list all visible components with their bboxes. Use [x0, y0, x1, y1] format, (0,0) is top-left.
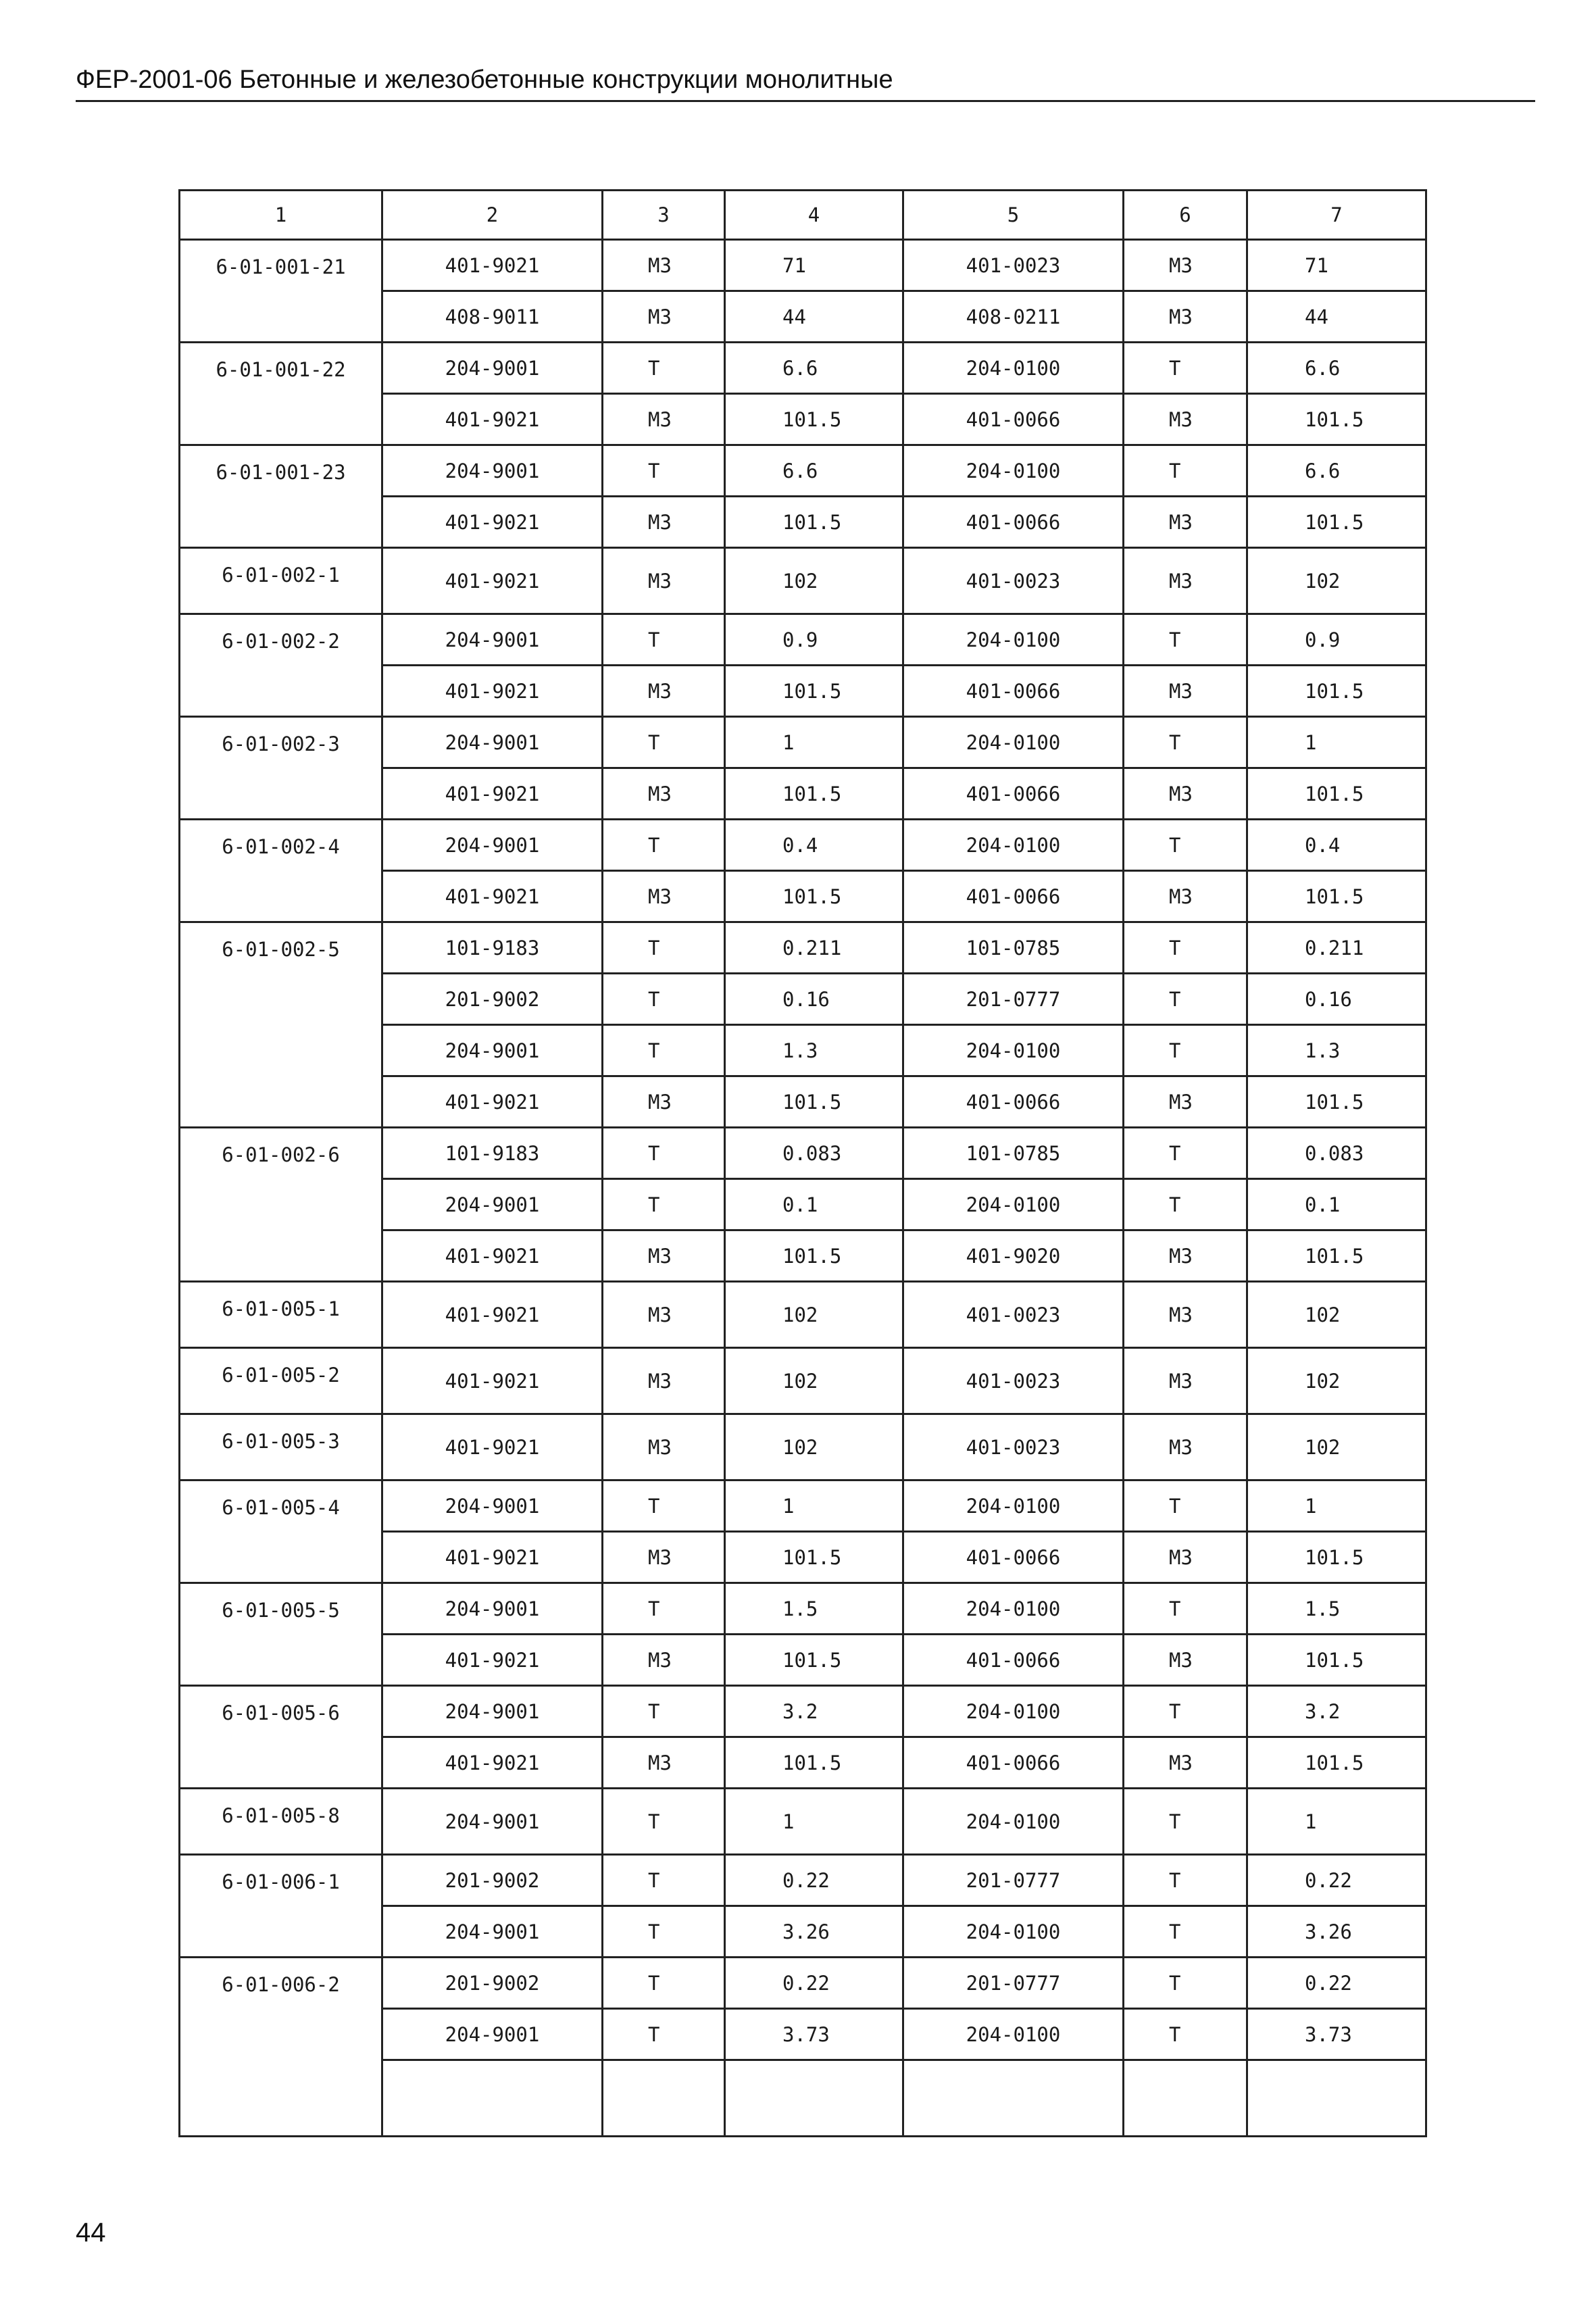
replacement-unit-cell: М3 [1124, 1230, 1247, 1282]
replacement-quantity-cell: 101.5 [1247, 1230, 1426, 1282]
resource-code-cell: 401-9021 [382, 1076, 603, 1128]
table-row [180, 1958, 1426, 2009]
unit-cell: Т [603, 1179, 725, 1230]
unit-cell: Т [603, 1906, 725, 1958]
table-row [180, 1686, 1426, 1737]
replacement-quantity-cell: 102 [1247, 1282, 1426, 1348]
resource-code-cell: 204-9001 [382, 1583, 603, 1635]
replacement-code-cell: 204-0100 [903, 1686, 1124, 1737]
replacement-code-cell: 201-0777 [903, 974, 1124, 1025]
quantity-cell: 1 [725, 717, 903, 768]
resource-code-cell: 401-9021 [382, 548, 603, 614]
replacement-unit-cell: Т [1124, 1179, 1247, 1230]
replacement-unit-cell: Т [1124, 1855, 1247, 1906]
replacement-code-cell: 401-0066 [903, 1532, 1124, 1583]
quantity-cell: 1 [725, 1789, 903, 1855]
rate-code-cell: 6-01-002-6 [180, 1128, 382, 1282]
replacement-code-cell: 204-0100 [903, 1906, 1124, 1958]
table-row [180, 1282, 1426, 1348]
quantity-cell: 0.4 [725, 820, 903, 871]
replacement-unit-cell: Т [1124, 1906, 1247, 1958]
replacement-quantity-cell: 0.4 [1247, 820, 1426, 871]
quantity-cell: 6.6 [725, 445, 903, 497]
replacement-unit-cell: Т [1124, 1583, 1247, 1635]
rate-code-cell: 6-01-002-4 [180, 820, 382, 922]
table-row [180, 614, 1426, 666]
replacement-unit-cell: Т [1124, 1789, 1247, 1855]
replacement-code-cell: 401-9020 [903, 1230, 1124, 1282]
quantity-cell: 102 [725, 1348, 903, 1414]
resource-code-cell: 401-9021 [382, 1532, 603, 1583]
unit-cell: Т [603, 974, 725, 1025]
unit-cell: Т [603, 343, 725, 394]
replacement-code-cell: 401-0023 [903, 548, 1124, 614]
rate-code-cell: 6-01-002-5 [180, 922, 382, 1128]
table-row [180, 343, 1426, 394]
table-row [180, 717, 1426, 768]
replacement-unit-cell: Т [1124, 974, 1247, 1025]
replacement-code-cell: 204-0100 [903, 1789, 1124, 1855]
replacement-code-cell: 204-0100 [903, 1583, 1124, 1635]
resource-code-cell: 401-9021 [382, 871, 603, 922]
replacement-quantity-cell: 101.5 [1247, 1076, 1426, 1128]
unit-cell: М3 [603, 1532, 725, 1583]
replacement-code-cell: 401-0023 [903, 1414, 1124, 1480]
column-header: 7 [1247, 191, 1426, 240]
resource-code-cell: 204-9001 [382, 343, 603, 394]
table-row [180, 445, 1426, 497]
replacement-unit-cell: М3 [1124, 394, 1247, 445]
quantity-cell: 101.5 [725, 1532, 903, 1583]
quantity-cell: 101.5 [725, 1737, 903, 1789]
replacement-unit-cell: Т [1124, 343, 1247, 394]
rate-code-cell: 6-01-005-5 [180, 1583, 382, 1686]
resource-table [178, 189, 1427, 2137]
quantity-cell: 101.5 [725, 1635, 903, 1686]
unit-cell: М3 [603, 768, 725, 820]
quantity-cell: 101.5 [725, 666, 903, 717]
rate-code-cell: 6-01-005-2 [180, 1348, 382, 1414]
quantity-cell: 102 [725, 548, 903, 614]
replacement-quantity-cell: 3.26 [1247, 1906, 1426, 1958]
replacement-quantity-cell: 101.5 [1247, 768, 1426, 820]
replacement-unit-cell: М3 [1124, 548, 1247, 614]
table-row [180, 1414, 1426, 1480]
rate-code-cell: 6-01-005-4 [180, 1480, 382, 1583]
rate-code-cell: 6-01-005-1 [180, 1282, 382, 1348]
replacement-unit-cell: Т [1124, 1686, 1247, 1737]
replacement-quantity-cell: 0.9 [1247, 614, 1426, 666]
replacement-quantity-cell: 0.22 [1247, 1958, 1426, 2009]
quantity-cell: 1.3 [725, 1025, 903, 1076]
resource-code-cell: 401-9021 [382, 1737, 603, 1789]
quantity-cell: 101.5 [725, 497, 903, 548]
replacement-code-cell: 204-0100 [903, 445, 1124, 497]
resource-code-cell: 201-9002 [382, 974, 603, 1025]
quantity-cell: 6.6 [725, 343, 903, 394]
resource-code-cell: 401-9021 [382, 1282, 603, 1348]
page-number: 44 [76, 2218, 106, 2247]
resource-code-cell: 204-9001 [382, 1179, 603, 1230]
quantity-cell: 1.5 [725, 1583, 903, 1635]
replacement-quantity-cell: 1 [1247, 717, 1426, 768]
replacement-code-cell: 101-0785 [903, 1128, 1124, 1179]
column-header: 4 [725, 191, 903, 240]
empty-cell [603, 2060, 725, 2137]
replacement-quantity-cell: 101.5 [1247, 1532, 1426, 1583]
table-body [180, 191, 1426, 2137]
unit-cell: Т [603, 1789, 725, 1855]
replacement-code-cell: 401-0066 [903, 1076, 1124, 1128]
resource-code-cell: 201-9002 [382, 1855, 603, 1906]
replacement-code-cell: 401-0023 [903, 1348, 1124, 1414]
replacement-code-cell: 401-0066 [903, 1635, 1124, 1686]
replacement-quantity-cell: 102 [1247, 1348, 1426, 1414]
table-row [180, 1348, 1426, 1414]
replacement-unit-cell: М3 [1124, 1532, 1247, 1583]
unit-cell: Т [603, 1855, 725, 1906]
table-row [180, 922, 1426, 974]
table-row [180, 1128, 1426, 1179]
rate-code-cell: 6-01-005-3 [180, 1414, 382, 1480]
resource-code-cell: 204-9001 [382, 1025, 603, 1076]
unit-cell: М3 [603, 1414, 725, 1480]
quantity-cell: 101.5 [725, 1076, 903, 1128]
replacement-unit-cell: М3 [1124, 1348, 1247, 1414]
resource-code-cell: 401-9021 [382, 497, 603, 548]
unit-cell: М3 [603, 1282, 725, 1348]
column-header: 6 [1124, 191, 1247, 240]
resource-code-cell: 201-9002 [382, 1958, 603, 2009]
rate-code-cell: 6-01-002-2 [180, 614, 382, 717]
table-row [180, 820, 1426, 871]
table-row [180, 1583, 1426, 1635]
replacement-code-cell: 201-0777 [903, 1855, 1124, 1906]
resource-code-cell: 401-9021 [382, 666, 603, 717]
unit-cell: Т [603, 1480, 725, 1532]
replacement-quantity-cell: 101.5 [1247, 394, 1426, 445]
column-header: 5 [903, 191, 1124, 240]
replacement-code-cell: 204-0100 [903, 1179, 1124, 1230]
resource-code-cell: 401-9021 [382, 240, 603, 291]
replacement-code-cell: 204-0100 [903, 1025, 1124, 1076]
rate-code-cell: 6-01-005-6 [180, 1686, 382, 1789]
replacement-code-cell: 204-0100 [903, 1480, 1124, 1532]
rate-code-cell: 6-01-001-23 [180, 445, 382, 548]
replacement-code-cell: 401-0066 [903, 666, 1124, 717]
unit-cell: Т [603, 2009, 725, 2060]
replacement-quantity-cell: 0.1 [1247, 1179, 1426, 1230]
replacement-code-cell: 204-0100 [903, 343, 1124, 394]
document-title: ФЕР-2001-06 Бетонные и железобетонные конструкции монолитные [76, 66, 893, 94]
replacement-quantity-cell: 0.211 [1247, 922, 1426, 974]
replacement-unit-cell: М3 [1124, 1282, 1247, 1348]
replacement-quantity-cell: 1.5 [1247, 1583, 1426, 1635]
replacement-quantity-cell: 71 [1247, 240, 1426, 291]
unit-cell: М3 [603, 240, 725, 291]
replacement-code-cell: 401-0066 [903, 1737, 1124, 1789]
unit-cell: Т [603, 1128, 725, 1179]
replacement-quantity-cell: 3.2 [1247, 1686, 1426, 1737]
replacement-quantity-cell: 0.16 [1247, 974, 1426, 1025]
replacement-quantity-cell: 1 [1247, 1480, 1426, 1532]
replacement-quantity-cell: 101.5 [1247, 1635, 1426, 1686]
replacement-unit-cell: Т [1124, 614, 1247, 666]
replacement-code-cell: 401-0066 [903, 497, 1124, 548]
rate-code-cell: 6-01-006-2 [180, 1958, 382, 2137]
empty-cell [382, 2060, 603, 2137]
replacement-unit-cell: М3 [1124, 497, 1247, 548]
resource-code-cell: 204-9001 [382, 1789, 603, 1855]
unit-cell: М3 [603, 291, 725, 343]
unit-cell: М3 [603, 1737, 725, 1789]
resource-code-cell: 204-9001 [382, 2009, 603, 2060]
empty-cell [1247, 2060, 1426, 2137]
unit-cell: М3 [603, 394, 725, 445]
resource-code-cell: 401-9021 [382, 1348, 603, 1414]
quantity-cell: 3.26 [725, 1906, 903, 1958]
resource-code-cell: 204-9001 [382, 1480, 603, 1532]
replacement-unit-cell: М3 [1124, 1414, 1247, 1480]
quantity-cell: 0.9 [725, 614, 903, 666]
unit-cell: М3 [603, 497, 725, 548]
replacement-quantity-cell: 101.5 [1247, 871, 1426, 922]
replacement-unit-cell: М3 [1124, 240, 1247, 291]
unit-cell: М3 [603, 871, 725, 922]
rate-code-cell: 6-01-001-22 [180, 343, 382, 445]
resource-code-cell: 204-9001 [382, 614, 603, 666]
replacement-code-cell: 204-0100 [903, 717, 1124, 768]
quantity-cell: 1 [725, 1480, 903, 1532]
replacement-quantity-cell: 102 [1247, 548, 1426, 614]
replacement-unit-cell: М3 [1124, 291, 1247, 343]
quantity-cell: 3.73 [725, 2009, 903, 2060]
rate-code-cell: 6-01-006-1 [180, 1855, 382, 1958]
unit-cell: М3 [603, 548, 725, 614]
unit-cell: Т [603, 1686, 725, 1737]
quantity-cell: 0.22 [725, 1958, 903, 2009]
replacement-unit-cell: М3 [1124, 1635, 1247, 1686]
replacement-quantity-cell: 101.5 [1247, 666, 1426, 717]
unit-cell: Т [603, 1958, 725, 2009]
replacement-code-cell: 204-0100 [903, 614, 1124, 666]
replacement-quantity-cell: 3.73 [1247, 2009, 1426, 2060]
replacement-code-cell: 401-0066 [903, 871, 1124, 922]
column-header: 2 [382, 191, 603, 240]
replacement-quantity-cell: 1 [1247, 1789, 1426, 1855]
resource-code-cell: 401-9021 [382, 1635, 603, 1686]
replacement-code-cell: 201-0777 [903, 1958, 1124, 2009]
quantity-cell: 0.16 [725, 974, 903, 1025]
quantity-cell: 44 [725, 291, 903, 343]
resource-code-cell: 401-9021 [382, 1414, 603, 1480]
replacement-unit-cell: Т [1124, 1958, 1247, 2009]
replacement-code-cell: 401-0066 [903, 768, 1124, 820]
column-header: 3 [603, 191, 725, 240]
quantity-cell: 102 [725, 1414, 903, 1480]
replacement-unit-cell: Т [1124, 717, 1247, 768]
replacement-code-cell: 204-0100 [903, 820, 1124, 871]
replacement-quantity-cell: 6.6 [1247, 445, 1426, 497]
unit-cell: М3 [603, 1230, 725, 1282]
replacement-quantity-cell: 101.5 [1247, 497, 1426, 548]
table-row [180, 1480, 1426, 1532]
empty-cell [725, 2060, 903, 2137]
replacement-quantity-cell: 1.3 [1247, 1025, 1426, 1076]
table-row [180, 1789, 1426, 1855]
quantity-cell: 101.5 [725, 1230, 903, 1282]
replacement-unit-cell: Т [1124, 1128, 1247, 1179]
unit-cell: Т [603, 445, 725, 497]
page-header [76, 62, 1535, 102]
unit-cell: Т [603, 1025, 725, 1076]
replacement-unit-cell: Т [1124, 1480, 1247, 1532]
unit-cell: Т [603, 614, 725, 666]
replacement-quantity-cell: 44 [1247, 291, 1426, 343]
resource-code-cell: 204-9001 [382, 1686, 603, 1737]
replacement-unit-cell: Т [1124, 820, 1247, 871]
replacement-unit-cell: Т [1124, 2009, 1247, 2060]
table-header-row [180, 191, 1426, 240]
replacement-quantity-cell: 0.083 [1247, 1128, 1426, 1179]
quantity-cell: 0.1 [725, 1179, 903, 1230]
resource-code-cell: 401-9021 [382, 768, 603, 820]
unit-cell: М3 [603, 666, 725, 717]
replacement-unit-cell: Т [1124, 1025, 1247, 1076]
replacement-code-cell: 408-0211 [903, 291, 1124, 343]
replacement-quantity-cell: 101.5 [1247, 1737, 1426, 1789]
resource-code-cell: 204-9001 [382, 717, 603, 768]
quantity-cell: 101.5 [725, 871, 903, 922]
unit-cell: М3 [603, 1076, 725, 1128]
table-row [180, 1855, 1426, 1906]
quantity-cell: 3.2 [725, 1686, 903, 1737]
replacement-unit-cell: М3 [1124, 1076, 1247, 1128]
unit-cell: М3 [603, 1635, 725, 1686]
replacement-unit-cell: М3 [1124, 666, 1247, 717]
rate-code-cell: 6-01-002-3 [180, 717, 382, 820]
quantity-cell: 0.22 [725, 1855, 903, 1906]
replacement-unit-cell: М3 [1124, 871, 1247, 922]
replacement-code-cell: 204-0100 [903, 2009, 1124, 2060]
table-row [180, 240, 1426, 291]
replacement-quantity-cell: 6.6 [1247, 343, 1426, 394]
rate-code-cell: 6-01-002-1 [180, 548, 382, 614]
resource-code-cell: 204-9001 [382, 445, 603, 497]
empty-cell [903, 2060, 1124, 2137]
replacement-unit-cell: Т [1124, 922, 1247, 974]
table-row [180, 548, 1426, 614]
resource-code-cell: 101-9183 [382, 922, 603, 974]
resource-code-cell: 101-9183 [382, 1128, 603, 1179]
quantity-cell: 71 [725, 240, 903, 291]
replacement-code-cell: 401-0023 [903, 1282, 1124, 1348]
empty-cell [1124, 2060, 1247, 2137]
replacement-code-cell: 401-0066 [903, 394, 1124, 445]
unit-cell: М3 [603, 1348, 725, 1414]
resource-code-cell: 401-9021 [382, 394, 603, 445]
resource-code-cell: 408-9011 [382, 291, 603, 343]
quantity-cell: 101.5 [725, 768, 903, 820]
rate-code-cell: 6-01-001-21 [180, 240, 382, 343]
quantity-cell: 102 [725, 1282, 903, 1348]
unit-cell: Т [603, 1583, 725, 1635]
unit-cell: Т [603, 820, 725, 871]
column-header: 1 [180, 191, 382, 240]
unit-cell: Т [603, 922, 725, 974]
quantity-cell: 0.083 [725, 1128, 903, 1179]
replacement-quantity-cell: 102 [1247, 1414, 1426, 1480]
replacement-code-cell: 401-0023 [903, 240, 1124, 291]
replacement-code-cell: 101-0785 [903, 922, 1124, 974]
replacement-unit-cell: М3 [1124, 768, 1247, 820]
rate-code-cell: 6-01-005-8 [180, 1789, 382, 1855]
replacement-unit-cell: Т [1124, 445, 1247, 497]
unit-cell: Т [603, 717, 725, 768]
quantity-cell: 0.211 [725, 922, 903, 974]
replacement-quantity-cell: 0.22 [1247, 1855, 1426, 1906]
resource-code-cell: 204-9001 [382, 1906, 603, 1958]
resource-code-cell: 401-9021 [382, 1230, 603, 1282]
replacement-unit-cell: М3 [1124, 1737, 1247, 1789]
resource-code-cell: 204-9001 [382, 820, 603, 871]
quantity-cell: 101.5 [725, 394, 903, 445]
